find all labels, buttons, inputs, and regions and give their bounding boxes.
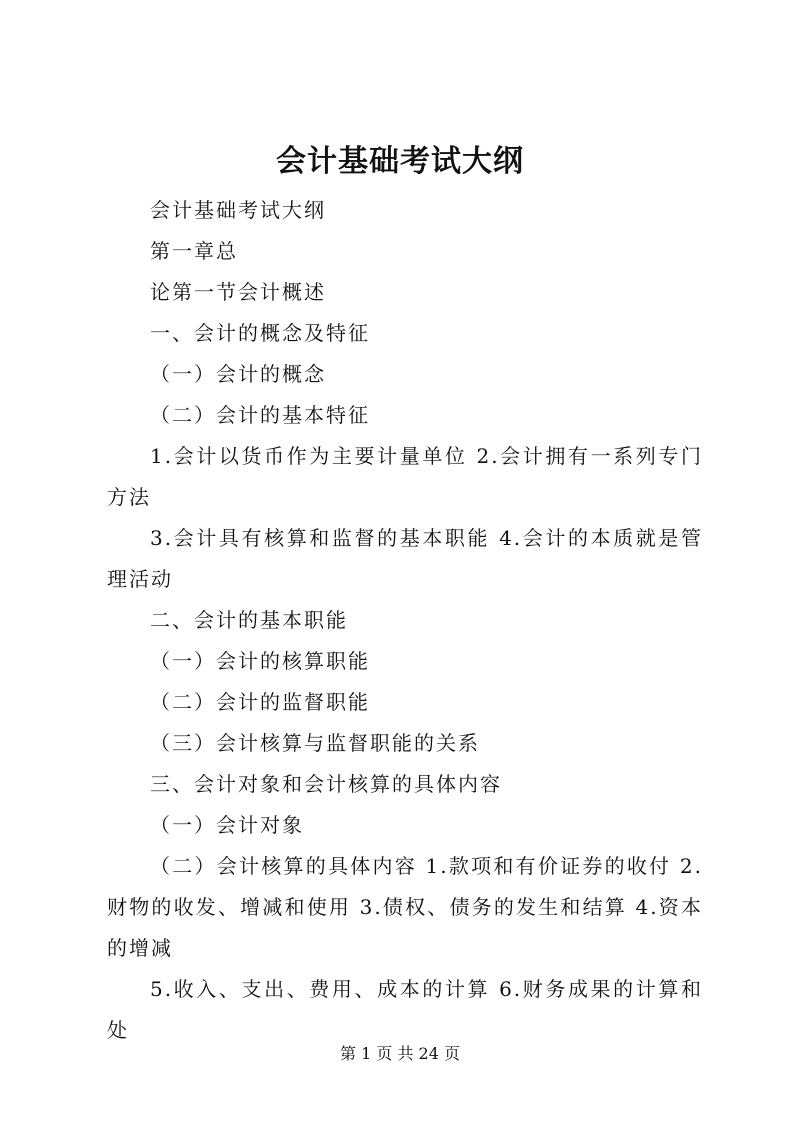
paragraph: 会计基础考试大纲 [150,198,326,222]
paragraph: 5.收入、支出、费用、成本的计算 6.财务成果的计算和处 [107,977,703,1042]
paragraph: 1.会计以货币作为主要计量单位 2.会计拥有一系列专门方法 [107,444,703,509]
paragraph: （二）会计的监督职能 [150,690,370,714]
paragraph: 第一章总 [150,239,238,263]
document-body [107,190,703,1051]
paragraph: （二）会计核算的具体内容 1.款项和有价证券的收付 2.财物的收发、增减和使用 3.债权、债务的发生和结算 4.资本的增减 [107,854,703,960]
paragraph: 二、会计的基本职能 [150,608,348,632]
paragraph: 论第一节会计概述 [150,280,326,304]
paragraph: （一）会计对象 [150,813,304,837]
paragraph: 三、会计对象和会计核算的具体内容 [150,772,502,796]
paragraph: 3.会计具有核算和监督的基本职能 4.会计的本质就是管理活动 [107,526,703,591]
paragraph: （一）会计的概念 [150,362,326,386]
page-title: 会计基础考试大纲 [276,144,524,179]
paragraph: 一、会计的概念及特征 [150,321,370,345]
paragraph: （一）会计的核算职能 [150,649,370,673]
paragraph: （二）会计的基本特征 [150,403,370,427]
paragraph: （三）会计核算与监督职能的关系 [150,731,480,755]
page-footer: 第 1 页 共 24 页 [340,1044,460,1063]
